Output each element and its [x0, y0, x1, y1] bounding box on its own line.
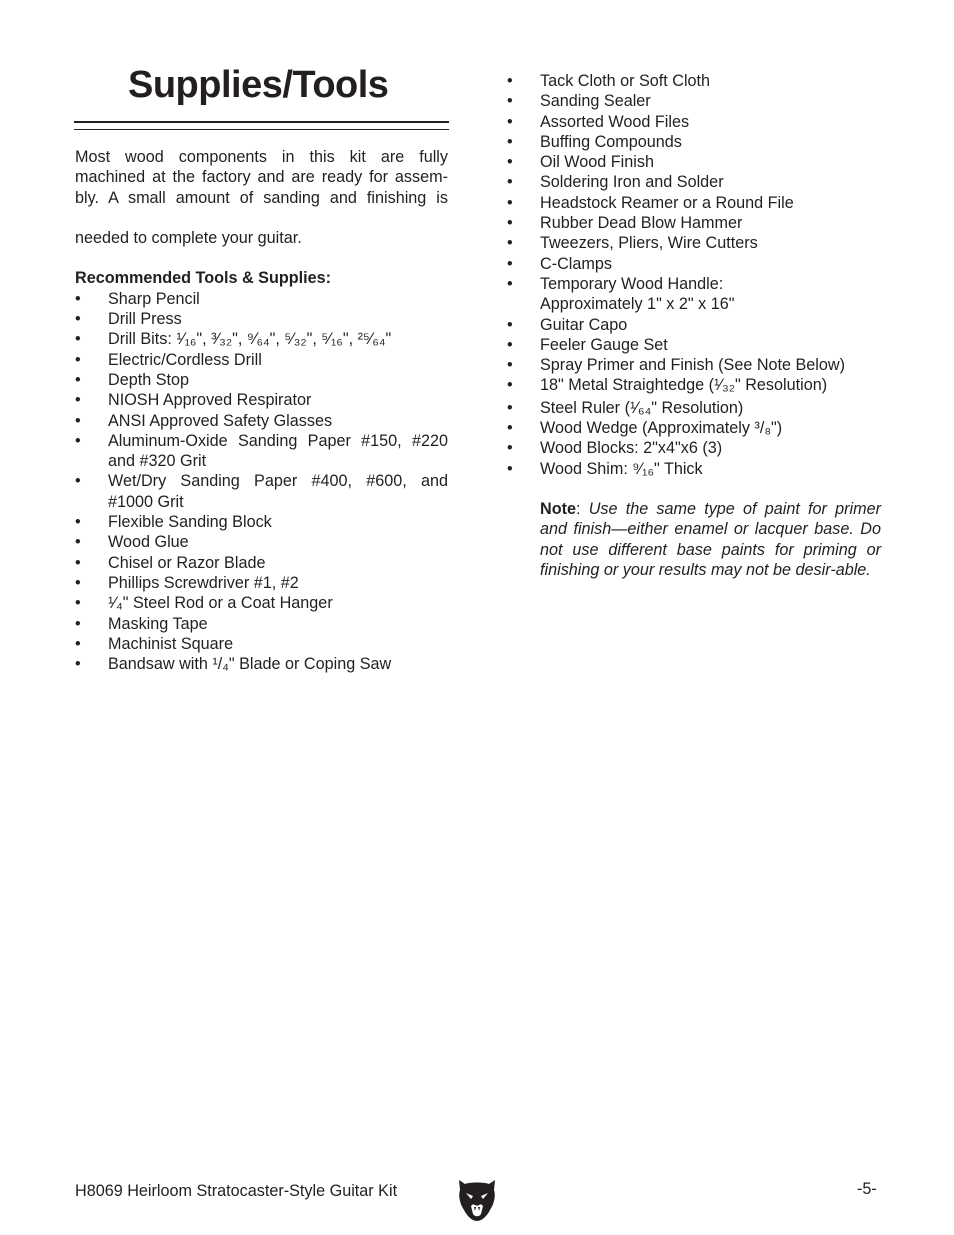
list-item: • Tweezers, Pliers, Wire Cutters	[507, 234, 758, 253]
list-item: • Temporary Wood Handle: Approximately 1" x 2" x 16"	[507, 274, 735, 314]
bullet-icon: •	[75, 513, 81, 532]
note-separator: :	[575, 499, 581, 518]
list-item: • Drill Bits: ¹⁄₁₆", ³⁄₃₂", ⁹⁄₆₄", ⁵⁄₃₂", ⁵⁄₁₆", ²⁵⁄₆₄"	[75, 330, 392, 349]
list-item: • Feeler Gauge Set	[507, 335, 668, 354]
bullet-icon: •	[507, 274, 513, 293]
bullet-icon: •	[507, 214, 513, 233]
bullet-icon: •	[507, 335, 513, 354]
list-item: • Sanding Sealer	[507, 92, 651, 111]
note-body: Use the same type of paint for primer and finish—either enamel or lacquer base. Do not use different base paints for priming or finishing or your results may not be desir-able.	[540, 499, 881, 579]
list-item: • Wood Wedge (Approximately ³/₈")	[507, 419, 783, 438]
bullet-icon: •	[507, 234, 513, 253]
list-item: • Wet/Dry Sanding Paper #400, #600, and #1000 Grit	[75, 472, 448, 511]
intro-paragraph-end: needed to complete your guitar.	[75, 229, 302, 248]
bullet-icon: •	[75, 411, 81, 430]
list-item: • Flexible Sanding Block	[75, 513, 272, 532]
list-item: • Machinist Square	[75, 634, 234, 653]
note-paragraph	[540, 499, 881, 580]
bullet-icon: •	[507, 376, 513, 395]
list-item: • Guitar Capo	[507, 315, 628, 334]
handle-dimensions: Approximately 1" x 2" x 16"	[540, 295, 735, 314]
bullet-icon: •	[507, 112, 513, 131]
bullet-icon: •	[75, 533, 81, 552]
bullet-icon: •	[75, 310, 81, 329]
list-item: • Wood Blocks: 2"x4"x6 (3)	[507, 439, 723, 458]
left-column	[75, 147, 448, 674]
bullet-icon: •	[75, 370, 81, 389]
bullet-icon: •	[507, 439, 513, 458]
bullet-icon: •	[75, 634, 81, 653]
bullet-icon: •	[507, 398, 513, 417]
bullet-icon: •	[507, 173, 513, 192]
bullet-icon: •	[75, 431, 81, 450]
list-item: • Wood Shim: ⁹⁄₁₆" Thick	[507, 459, 703, 478]
page-number: -5-	[857, 1180, 877, 1198]
bullet-icon: •	[75, 391, 81, 410]
list-item: • ¹⁄₄" Steel Rod or a Coat Hanger	[75, 594, 333, 613]
bullet-icon: •	[75, 330, 81, 349]
list-item: • Oil Wood Finish	[507, 153, 654, 172]
footer-title: H8069 Heirloom Stratocaster-Style Guitar Kit	[75, 1182, 398, 1200]
bullet-icon: •	[507, 132, 513, 151]
bullet-icon: •	[75, 655, 81, 674]
bullet-icon: •	[75, 472, 81, 491]
list-item: • Buffing Compounds	[507, 132, 682, 151]
bullet-icon: •	[507, 356, 513, 375]
list-item: • Tack Cloth or Soft Cloth	[507, 72, 711, 90]
list-item: • Assorted Wood Files	[507, 112, 690, 131]
right-column	[507, 71, 881, 580]
bullet-icon: •	[75, 573, 81, 592]
left-tools-list	[75, 289, 448, 675]
list-item: • Sharp Pencil	[75, 289, 200, 308]
bullet-icon: •	[507, 254, 513, 273]
bullet-icon: •	[507, 153, 513, 172]
bullet-icon: •	[75, 289, 81, 308]
list-item: • Rubber Dead Blow Hammer	[507, 214, 743, 233]
bullet-icon: •	[75, 553, 81, 572]
bullet-icon: •	[507, 72, 513, 90]
list-item: • Phillips Screwdriver #1, #2	[75, 573, 299, 592]
recommended-heading: Recommended Tools & Supplies:	[75, 269, 332, 288]
list-item: • 18" Metal Straightedge (¹⁄₃₂" Resolution)	[507, 376, 828, 395]
bullet-icon: •	[75, 350, 81, 369]
bullet-icon: •	[507, 92, 513, 111]
page-title: Supplies/Tools	[128, 64, 389, 106]
bullet-icon: •	[75, 614, 81, 633]
list-item: • Headstock Reamer or a Round File	[507, 193, 794, 212]
list-item: • NIOSH Approved Respirator	[75, 391, 312, 410]
list-item: • C-Clamps	[507, 254, 612, 273]
list-item: • Wood Glue	[75, 533, 189, 552]
list-item: • Drill Press	[75, 310, 182, 329]
bullet-icon: •	[507, 459, 513, 478]
list-item: • Bandsaw with ¹/₄" Blade or Coping Saw	[75, 655, 392, 674]
list-item: • Aluminum-Oxide Sanding Paper #150, #220 and #320 Grit	[75, 431, 448, 471]
list-item: • Steel Ruler (¹⁄₆₄" Resolution)	[507, 398, 744, 417]
list-item: • Masking Tape	[75, 614, 208, 633]
list-item: • Soldering Iron and Solder	[507, 173, 724, 192]
intro-paragraph: Most wood components in this kit are fully machined at the factory and are ready for assem-bly. A small amount of sanding and finishing is	[75, 148, 448, 207]
list-item: • Electric/Cordless Drill	[75, 350, 262, 369]
bullet-icon: •	[507, 419, 513, 438]
list-item: • Depth Stop	[75, 370, 189, 389]
bullet-icon: •	[75, 594, 81, 613]
bear-head-logo-icon	[457, 1176, 497, 1222]
list-item: • Spray Primer and Finish (See Note Below)	[507, 356, 845, 375]
right-tools-list	[507, 71, 881, 479]
bullet-icon: •	[507, 315, 513, 334]
list-item: • ANSI Approved Safety Glasses	[75, 411, 333, 430]
note-label: Note	[540, 499, 576, 518]
bullet-icon: •	[507, 193, 513, 212]
title-divider	[74, 121, 449, 130]
list-item: • Chisel or Razor Blade	[75, 553, 266, 572]
